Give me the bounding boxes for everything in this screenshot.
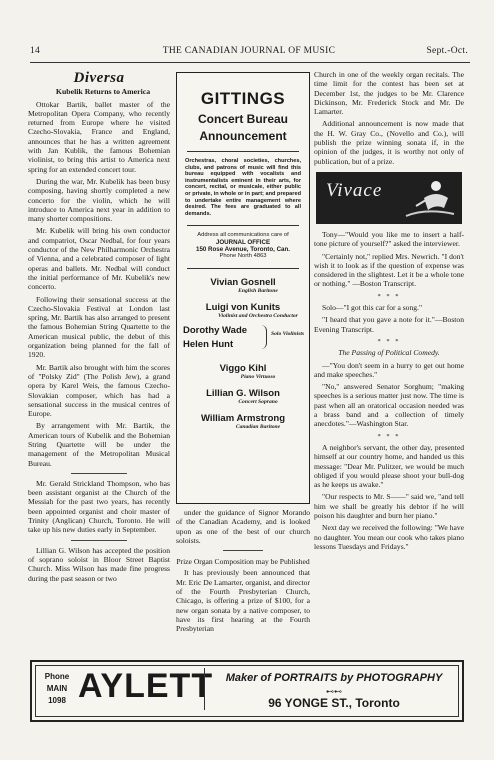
section-divider [71,473,127,474]
artist-entry [177,302,309,319]
article-paragraph: By arrangement with Mr. Bartik, the American tours of Kubelik and the Bohemian String Quartette will be under the management of the Metropolitan Musical Bureau. [28,421,170,468]
stars-divider: * * * [377,292,401,300]
artist-name: Luigi von Kunits [205,302,281,314]
comedy-heading: The Passing of Political Comedy. [338,348,440,358]
artist-role: Violinist and Orchestra Conductor [218,313,298,320]
gittings-advertisement [176,72,310,504]
article-paragraph: Mr. Kubelik will bring his own conductor and compatriot, Oscar Nedbal, for four years conductor of the New Philharmonic Orchestra of Vienna, and a celebrated composer of light operas and ballets. Mr. Nedbal will conduct the initial performance of Mr. Kubelik's new concerto. [28,226,170,292]
phone-label: Phone [44,672,70,681]
section-divider [223,550,263,551]
ad-rule [187,268,299,269]
column-left [28,70,170,656]
address-intro: Address all communications care of [197,232,289,239]
header-rule [30,62,470,63]
brace-icon [261,325,267,349]
office-phone: Phone North 4863 [219,253,267,260]
ad-title: GITTINGS [200,89,286,108]
joke-paragraph: "No," answered Senator Sorghum; "making speeches is a serious matter just now. The time is past when all an oratorical occasion needed was a brass band and a collection of timely anecdotes."—Washington Star. [314,382,464,429]
artist-name: Viggo Kihl [219,363,267,375]
article-paragraph: Ottokar Bartik, ballet master of the Metropolitan Opera Company, who recently returned from Europe where he visited Czecho-Slovakia, France and England, announces that he has a written agreement with Jan Kublik, the famous Bohemian violinist, to bring this artist to America next spring for an extended concert tour. [28,99,170,174]
artist-name: Lillian G. Wilson [206,388,280,400]
artist-name: Vivian Gosnell [210,277,276,289]
ad-announcement: Announcement [199,129,287,143]
article-paragraph: Following their sensational success at the Czecho-Slovakia Festival at London last spring, Mr. Bartik has also arranged to present the famous Bohemian String Quartette to the American musical public, the debut of this organization being planned for the fall of 1920. [28,294,170,360]
additional-announcement: Additional announcement is now made that the H. W. Gray Co., (Novello and Co.), will publish the prize winning sonata if, in the opinion of the judges, it is worthy not only of publication, but of a prize. [314,119,464,166]
artist-entry [177,413,309,430]
stars-divider: * * * [377,432,401,440]
kubelik-heading: Kubelik Returns to America [55,87,151,97]
column-middle [176,508,310,656]
wilson-continued: under the guidance of Signor Morando of the Canadian Academy, and is looked upon as one of the best of our church soloists. [176,508,310,545]
page-number: 14 [30,46,41,56]
ad-rule [187,225,299,226]
vivace-banner [316,172,462,224]
artist-role: Piano Virtuoso [240,374,276,381]
artist-duo [177,325,309,355]
section-divider [71,540,127,541]
joke-paragraph: "Our respects to Mr. S——" said we, "and tell him we shall be greatly his debtor if he will poison his daughter and burn her piano." [314,492,464,520]
joke-paragraph: A neighbor's servant, the other day, presented himself at our country home, and handed us this message: "Dear Mr. Pulitzer, we would be much obliged if you would please shoot your bull-dog as he keeps us awake." [314,442,464,490]
article-paragraph: During the war, Mr. Kubelik has been busy composing, having shortly completed a new concerto for the violin, which he will introduce to America next year in addition to many shorter compositions. [28,176,170,224]
joke-paragraph: —"You don't seem in a hurry to get out home and make speeches." [314,360,464,379]
section-title: Diversa [73,70,125,86]
prize-heading: Prize Organ Composition may be Published [176,557,310,567]
artist-role: English Baritone [238,288,278,295]
issue-date: Sept.-Oct. [426,46,468,56]
aylett-advertisement [30,660,464,722]
running-header [30,46,468,58]
ad-body-text: Orchestras, choral societies, churches, clubs, and patrons of music will find this bureau equipped with vocalists and instrumentalists eminent in their arts, for concert, recital, or musicale, either public or private, in whole or in part; and prepared to undertake entire management where desired. The fees are graduated to all demands. [185,158,301,217]
artist-role: Concert Soprano [238,399,278,406]
artist-name: Dorothy Wade [183,325,248,337]
ad-rule [187,151,299,152]
vivace-title: Vivace [326,179,383,201]
artist-entry [177,388,309,405]
artist-entry [177,277,309,294]
thompson-paragraph: Mr. Gerald Strickland Thompson, who has been assistant organist at the Church of the Messiah for the past two years, has recently been appointed organist and choir master of Trinity (Anglican) Church, Toronto. He will take up his new duties early in September. [28,478,170,535]
joke-paragraph: Next day we received the following: "We have no daughter. You mean our cook who takes piano lessons Tuesdays and Fridays." [314,523,464,551]
phone-number: 1098 [48,696,66,705]
artist-role: Canadian Baritone [235,424,281,431]
joke-paragraph: Solo—"I got this car for a song." [322,303,423,313]
ad-address [183,232,303,260]
office-street: 150 Rose Avenue, Toronto, Can. [196,246,290,254]
artist-name: Helen Hunt [183,339,234,351]
office-name: JOURNAL OFFICE [215,239,271,247]
studio-name: AYLETT [78,667,214,705]
phone-exchange: MAIN [46,684,68,693]
wilson-paragraph: Lillian G. Wilson has accepted the position of soprano soloist in Bloor Street Baptist Church. Miss Wilson has made fine progress during the past season or two [28,545,170,583]
artist-entry [177,363,309,380]
ad-subtitle: Concert Bureau [197,112,289,126]
joke-paragraph: "I heard that you gave a note for it."—Boston Evening Transcript. [314,315,464,334]
artist-role: Solo Violinists [271,331,305,338]
studio-address: 96 YONGE ST., Toronto [268,696,400,710]
journal-title: THE CANADIAN JOURNAL OF MUSIC [162,46,336,56]
stars-divider: * * * [377,337,401,345]
prize-continued: Church in one of the weekly organ recitals. The time limit for the contest has been set at December 1st, the judges to be Mr. Clarence Dickinson, Mr. Frederick Stock and Mr. De Lamarter. [314,70,464,117]
joke-paragraph: Tony—"Would you like me to insert a half-tone picture of yourself?" asked the interviewer. [314,229,464,249]
joke-paragraph: "Certainly not," replied Mrs. Newrich. "I don't wish it to look as if the question of expense was considered in the slightest. Let it be a whole tone or nothing." —Boston Transcript. [314,251,464,289]
phone-block [42,671,72,707]
dancer-illustration-icon [396,178,458,220]
prize-paragraph: It has previously been announced that Mr. Eric De Lamarter, organist, and director of the Fourth Presbyterian Church, Chicago, is offering a prize of $100, for a new organ sonata by a native composer, to have its first hearing at the Fourth Presbyterian [176,568,310,634]
column-right [314,70,464,656]
studio-tagline: Maker of PORTRAITS by PHOTOGRAPHY [225,672,443,684]
ornament-icon: ⊷⊷ [326,687,342,696]
artist-name: William Armstrong [200,413,285,425]
ad-divider [204,668,205,710]
article-paragraph: Mr. Bartik also brought with him the scores of "Polsky Zid" (The Polish Jew), a grand opera by Karel Weis, the famous Czecho-Slovakian composer, which has had a sensational success in the musical centres of Europe. [28,362,170,419]
